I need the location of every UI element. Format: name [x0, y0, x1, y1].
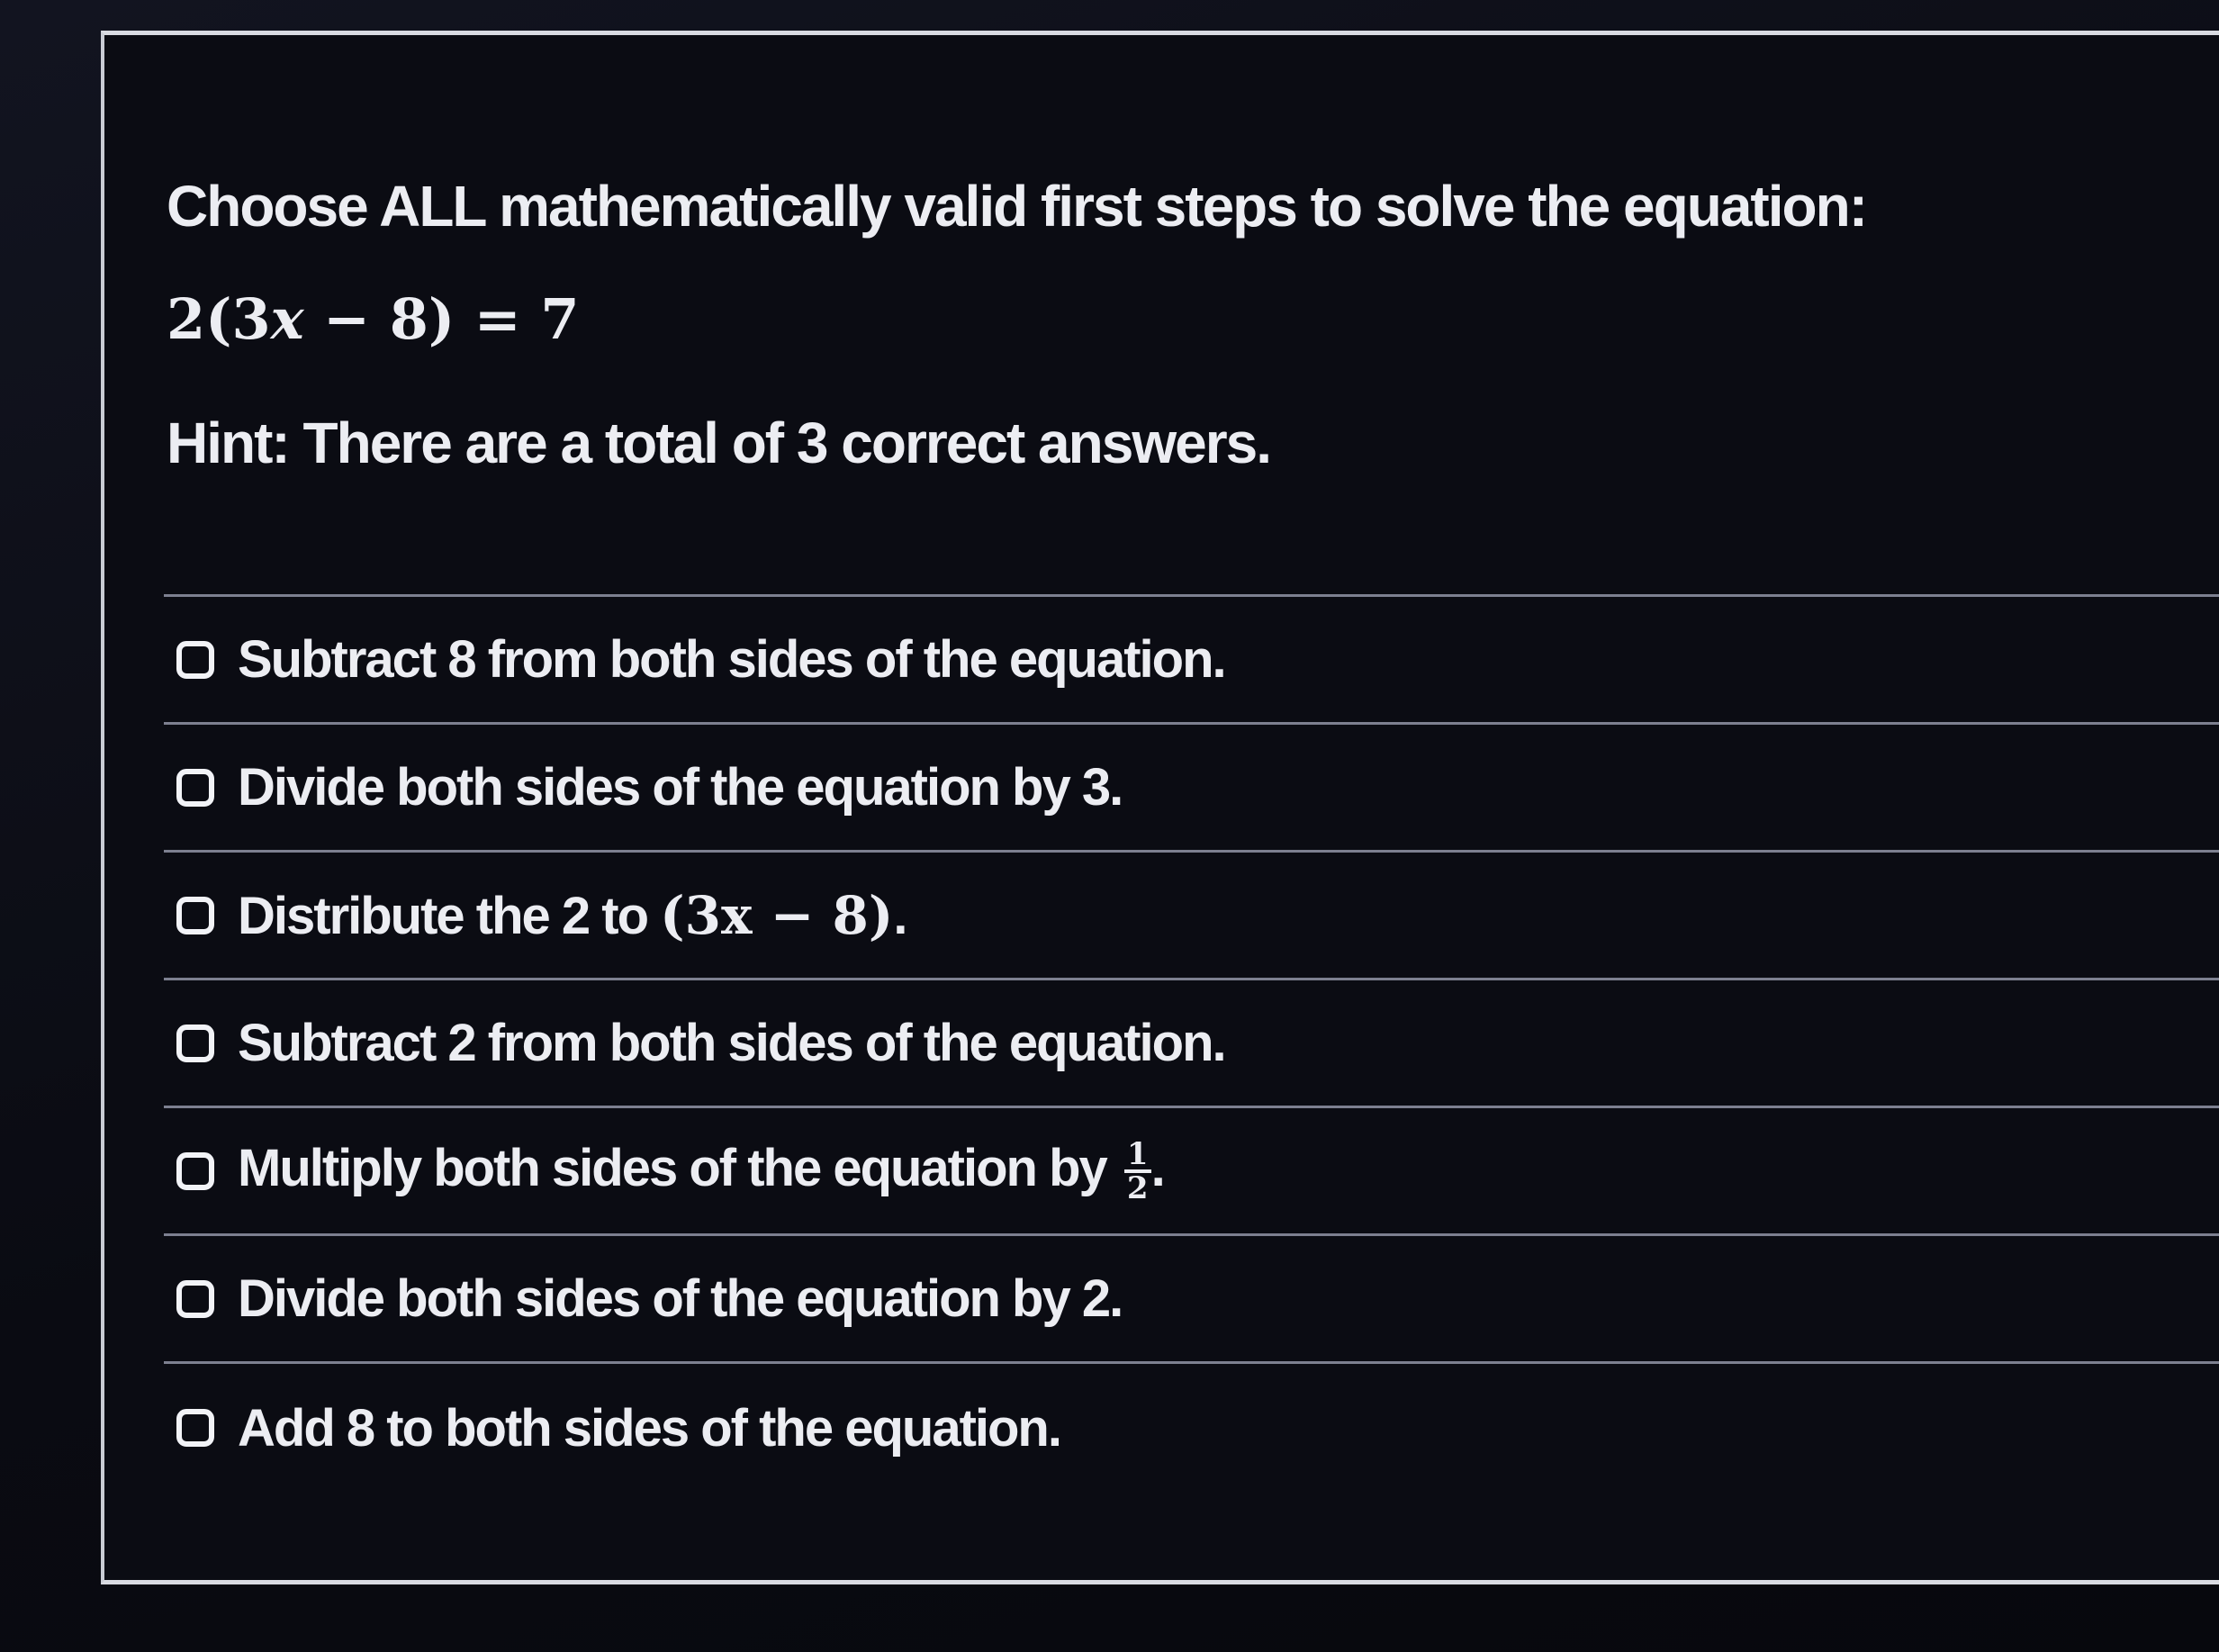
equation-inner-rest: − 8 [303, 286, 428, 352]
equation-coefficient: 2 [167, 286, 206, 352]
equation-variable: x [270, 286, 304, 352]
checkbox-icon[interactable] [176, 1152, 214, 1190]
fraction [1124, 1136, 1151, 1207]
option-label [238, 1138, 1164, 1205]
equation [167, 286, 579, 352]
checkbox-icon[interactable] [176, 897, 214, 934]
equation-inner-coef: 3 [231, 286, 271, 352]
equation-rhs: = 7 [455, 286, 580, 352]
option-label-prefix: Multiply both sides of the equation by [238, 1138, 1119, 1197]
equation-open-paren: ( [205, 286, 232, 352]
fraction-numerator: 1 [1124, 1139, 1151, 1173]
option-label-suffix: . [893, 886, 907, 945]
option-label: Add 8 to both sides of the equation. [238, 1398, 1060, 1458]
checkbox-icon[interactable] [176, 641, 214, 679]
checkbox-icon[interactable] [176, 1025, 214, 1062]
option-label: Divide both sides of the equation by 3. [238, 758, 1123, 817]
hint-text: Hint: There are a total of 3 correct answers. [167, 411, 1270, 475]
option-subtract-2[interactable] [164, 980, 2219, 1108]
answer-options [164, 594, 2219, 1492]
option-distribute-2[interactable] [164, 853, 2219, 980]
option-multiply-half[interactable] [164, 1108, 2219, 1236]
option-label: Subtract 2 from both sides of the equation. [238, 1014, 1225, 1072]
option-label-suffix: . [1150, 1138, 1164, 1197]
option-subtract-8[interactable] [164, 597, 2219, 725]
option-label [238, 885, 906, 946]
option-divide-by-2[interactable] [164, 1236, 2219, 1364]
option-divide-by-3[interactable] [164, 725, 2219, 853]
fraction-denominator: 2 [1126, 1170, 1149, 1207]
checkbox-icon[interactable] [176, 1280, 214, 1318]
option-label-prefix: Distribute the 2 to [238, 886, 661, 945]
checkbox-icon[interactable] [176, 769, 214, 807]
option-add-8[interactable] [164, 1364, 2219, 1492]
option-math: (3x − 8) [660, 884, 894, 946]
option-label: Divide both sides of the equation by 2. [238, 1269, 1123, 1328]
checkbox-icon[interactable] [176, 1409, 214, 1447]
question-prompt: Choose ALL mathematically valid first steps to solve the equation: [167, 174, 1866, 239]
equation-close-paren: ) [428, 286, 456, 352]
option-label: Subtract 8 from both sides of the equation. [238, 630, 1225, 689]
